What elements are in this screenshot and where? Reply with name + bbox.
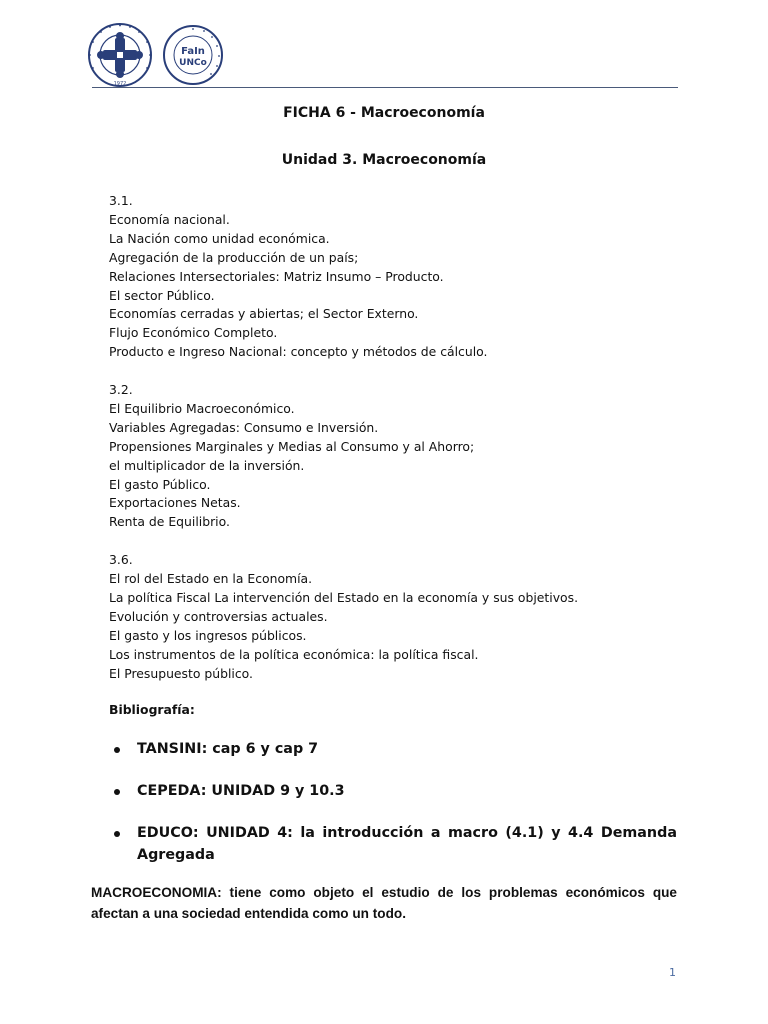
university-seal-logo (84, 22, 156, 88)
list-item (109, 822, 677, 866)
list-item (109, 738, 677, 760)
syllabus-body (109, 192, 578, 684)
syllabus-line: Relaciones Intersectoriales: Matriz Insumo – Producto. (109, 268, 444, 284)
faculty-logo (162, 24, 224, 86)
syllabus-line: El Presupuesto público. (109, 665, 253, 681)
syllabus-line: Economía nacional. (109, 211, 230, 227)
syllabus-line: Propensiones Marginales y Medias al Consumo y al Ahorro; (109, 438, 475, 454)
bullet-icon (114, 789, 120, 795)
section-gap (109, 362, 578, 381)
syllabus-line: Variables Agregadas: Consumo e Inversión. (109, 419, 379, 435)
svg-text:1972: 1972 (113, 81, 127, 87)
bullet-icon (114, 747, 120, 753)
syllabus-line: Agregación de la producción de un país; (109, 249, 359, 265)
bibliography-list (109, 738, 677, 886)
syllabus-line: El gasto Público. (109, 476, 211, 492)
syllabus-line: el multiplicador de la inversión. (109, 457, 305, 473)
header-divider (92, 87, 678, 88)
section-gap (109, 532, 578, 551)
section-heading: 3.1. (109, 193, 133, 208)
document-subtitle: Unidad 3. Macroeconomía (281, 152, 487, 168)
bibliography-item: TANSINI: cap 6 y cap 7 (137, 741, 319, 757)
syllabus-line: El gasto y los ingresos públicos. (109, 627, 307, 643)
syllabus-line: La política Fiscal La intervención del Estado en la economía y sus objetivos. (109, 590, 579, 605)
syllabus-line: El rol del Estado en la Economía. (109, 571, 313, 587)
syllabus-line: Los instrumentos de la política económica: la política fiscal. (109, 646, 479, 662)
macroeconomia-definition: MACROECONOMIA: tiene como objeto el estudio de los problemas económicos que afectan a una sociedad entendida como un todo. (91, 885, 677, 921)
document-header (84, 22, 678, 88)
syllabus-line: El sector Público. (109, 287, 215, 303)
syllabus-line: Producto e Ingreso Nacional: concepto y métodos de cálculo. (109, 344, 488, 360)
syllabus-line: Renta de Equilibrio. (109, 514, 230, 530)
svg-text:UNCo: UNCo (179, 58, 207, 68)
syllabus-line: Evolución y controversias actuales. (109, 608, 328, 624)
section-heading: 3.6. (109, 552, 133, 568)
list-item (109, 780, 677, 802)
syllabus-line: Exportaciones Netas. (109, 495, 241, 511)
bullet-icon (114, 831, 120, 837)
document-title: FICHA 6 - Macroeconomía (283, 105, 485, 121)
page-number: 1 (669, 966, 676, 979)
bibliography-item: CEPEDA: UNIDAD 9 y 10.3 (137, 783, 345, 799)
syllabus-line: Flujo Económico Completo. (109, 325, 278, 341)
section-heading: 3.2. (109, 382, 133, 398)
svg-text:FaIn: FaIn (181, 46, 205, 57)
syllabus-line: El Equilibrio Macroeconómico. (109, 400, 295, 416)
syllabus-line: La Nación como unidad económica. (109, 230, 330, 246)
syllabus-line: Economías cerradas y abiertas; el Sector Externo. (109, 306, 419, 322)
bibliography-item: EDUCO: UNIDAD 4: la introducción a macro (4.1) y 4.4 Demanda Agregada (137, 825, 677, 863)
bibliography-label: Bibliografía: (109, 702, 195, 717)
